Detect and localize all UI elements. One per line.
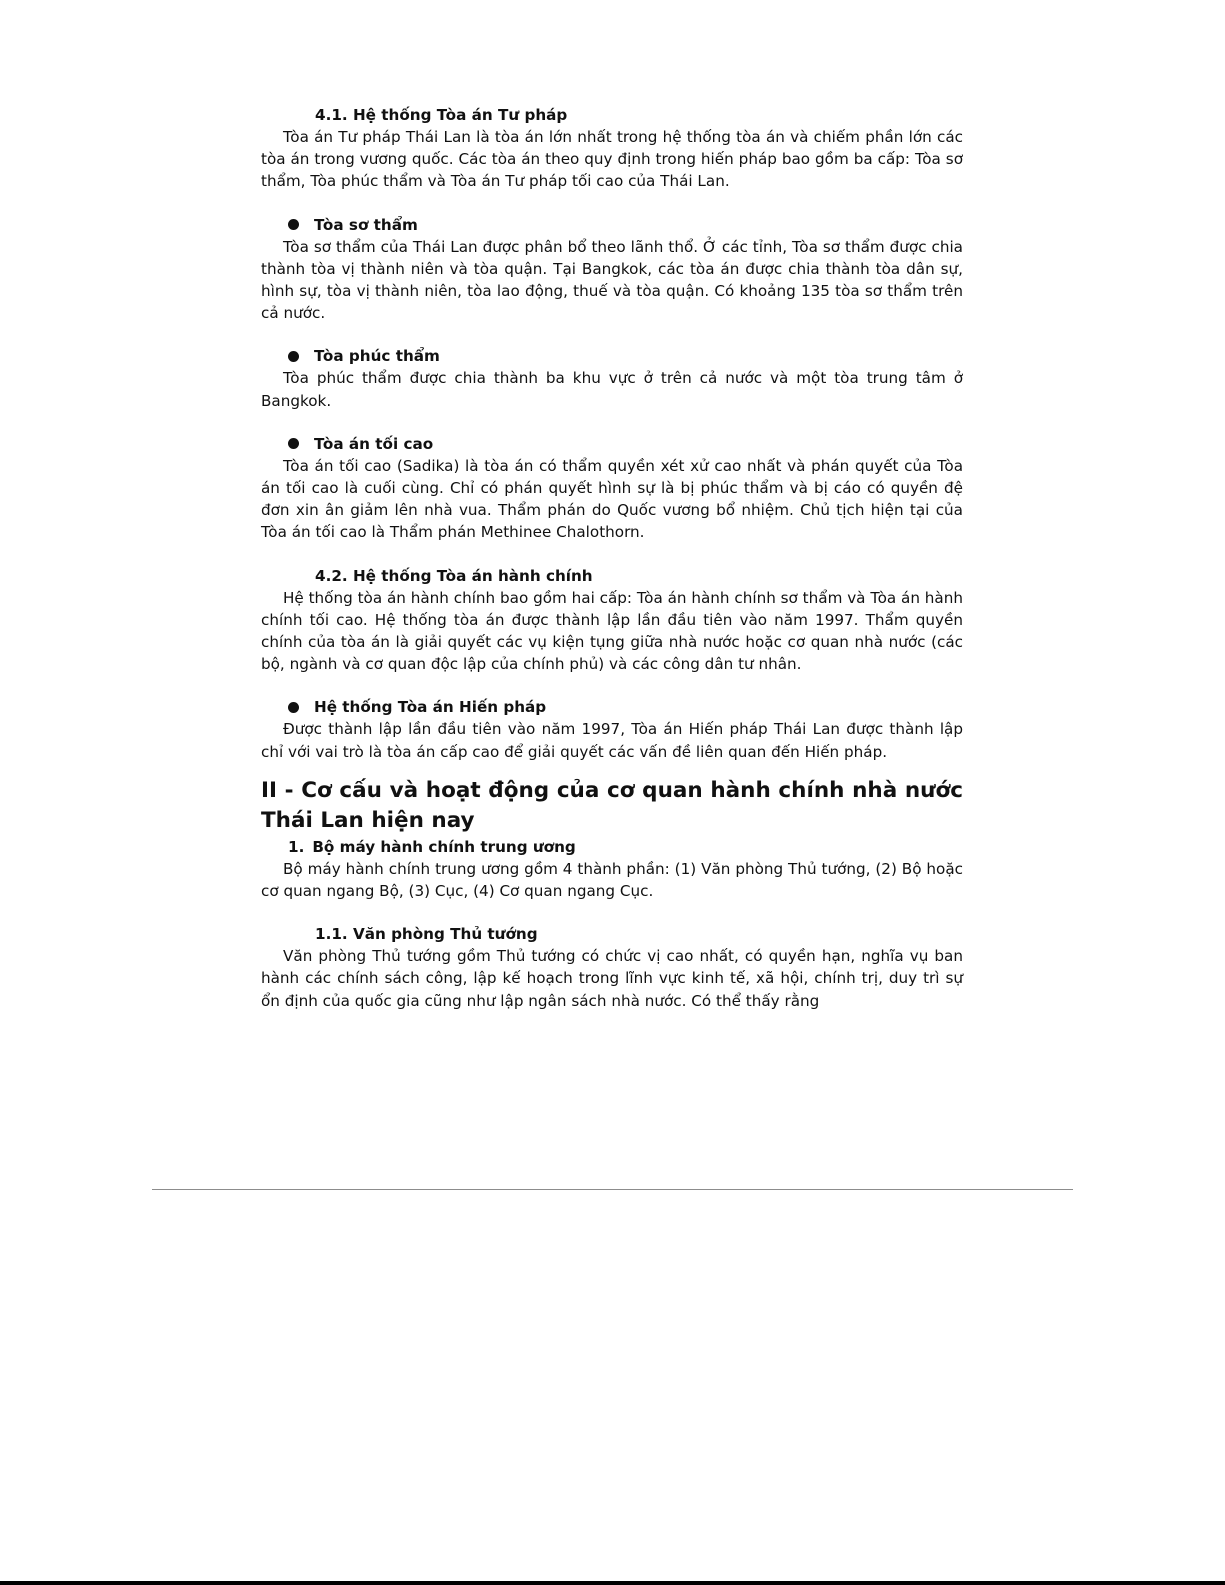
supreme-body: Tòa án tối cao (Sadika) là tòa án có thẩm quyền xét xử cao nhất và phán quyết của Tòa án tối cao là cuối cùng. Chỉ có phán quyết hình sự là bị phúc thẩm và bị cáo có quyền đệ đơn xin ân giảm lên nhà vua. Thẩm phán do Quốc vương bổ nhiệm. Chủ tịch hiện tại của Tòa án tối cao là Thẩm phán Methinee Chalothorn. [261, 456, 963, 542]
bullet-icon [288, 438, 299, 449]
pm-office-body: Văn phòng Thủ tướng gồm Thủ tướng có chức vị cao nhất, có quyền hạn, nghĩa vụ ban hành các chính sách công, lập kế hoạch trong lĩnh vực kinh tế, xã hội, chính trị, duy trì sự ổn định của quốc gia cũng như lập ngân sách nhà nước. Có thể thấy rằng [261, 947, 963, 1010]
pm-office-heading: 1.1. Văn phòng Thủ tướng [315, 925, 538, 944]
appeal-body: Tòa phúc thẩm được chia thành ba khu vực ở trên cả nước và một tòa trung tâm ở Bangkok. [261, 369, 963, 410]
first-instance-body: Tòa sơ thẩm của Thái Lan được phân bổ theo lãnh thổ. Ở các tỉnh, Tòa sơ thẩm được chia thành tòa vị thành niên và tòa quận. Tại Bangkok, các tòa án được chia thành tòa dân sự, hình sự, tòa vị thành niên, tòa lao động, thuế và tòa quận. Có khoảng 135 tòa sơ thẩm trên cả nước. [261, 237, 963, 323]
constitutional-body: Được thành lập lần đầu tiên vào năm 1997, Tòa án Hiến pháp Thái Lan được thành lập chỉ với vai trò là tòa án cấp cao để giải quyết các vấn đề liên quan đến Hiến pháp. [261, 720, 963, 761]
constitutional-heading [288, 696, 963, 718]
document-page [261, 104, 963, 1012]
section-4-1-heading: 4.1. Hệ thống Tòa án Tư pháp [315, 106, 568, 124]
appeal-heading [288, 345, 963, 367]
bullet-icon [288, 351, 299, 362]
page-footer-divider [152, 1189, 1073, 1190]
first-instance-heading [288, 214, 963, 236]
page-bottom-edge [0, 1581, 1225, 1585]
section-4-2-heading: 4.2. Hệ thống Tòa án hành chính [315, 566, 593, 585]
constitutional-heading-text: Hệ thống Tòa án Hiến pháp [314, 698, 547, 717]
section-4-1-body: Tòa án Tư pháp Thái Lan là tòa án lớn nhất trong hệ thống tòa án và chiếm phần lớn các tòa án trong vương quốc. Các tòa án theo quy định trong hiến pháp bao gồm ba cấp: Tòa sơ thẩm, Tòa phúc thẩm và Tòa án Tư pháp tối cao của Thái Lan. [261, 128, 963, 191]
appeal-heading-text: Tòa phúc thẩm [314, 347, 440, 366]
bullet-icon [288, 702, 299, 713]
bullet-icon [288, 219, 299, 230]
central-heading-number: 1. [288, 837, 305, 856]
section-4-2-body: Hệ thống tòa án hành chính bao gồm hai cấp: Tòa án hành chính sơ thẩm và Tòa án hành chính tối cao. Hệ thống tòa án được thành lập lần đầu tiên vào năm 1997. Thẩm quyền chính của tòa án là giải quyết các vụ kiện tụng giữa nhà nước hoặc cơ quan nhà nước (các bộ, ngành và cơ quan độc lập của chính phủ) và các công dân tư nhân. [261, 588, 963, 674]
supreme-heading [288, 433, 963, 455]
central-body: Bộ máy hành chính trung ương gồm 4 thành phần: (1) Văn phòng Thủ tướng, (2) Bộ hoặc cơ quan ngang Bộ, (3) Cục, (4) Cơ quan ngang Cục. [261, 859, 963, 901]
chapter-2-heading: II - Cơ cấu và hoạt động của cơ quan hành chính nhà nước Thái Lan hiện nay [261, 777, 963, 833]
central-heading-text: Bộ máy hành chính trung ương [312, 837, 576, 856]
central-heading [288, 836, 963, 858]
supreme-heading-text: Tòa án tối cao [314, 434, 434, 453]
first-instance-heading-text: Tòa sơ thẩm [314, 215, 418, 234]
